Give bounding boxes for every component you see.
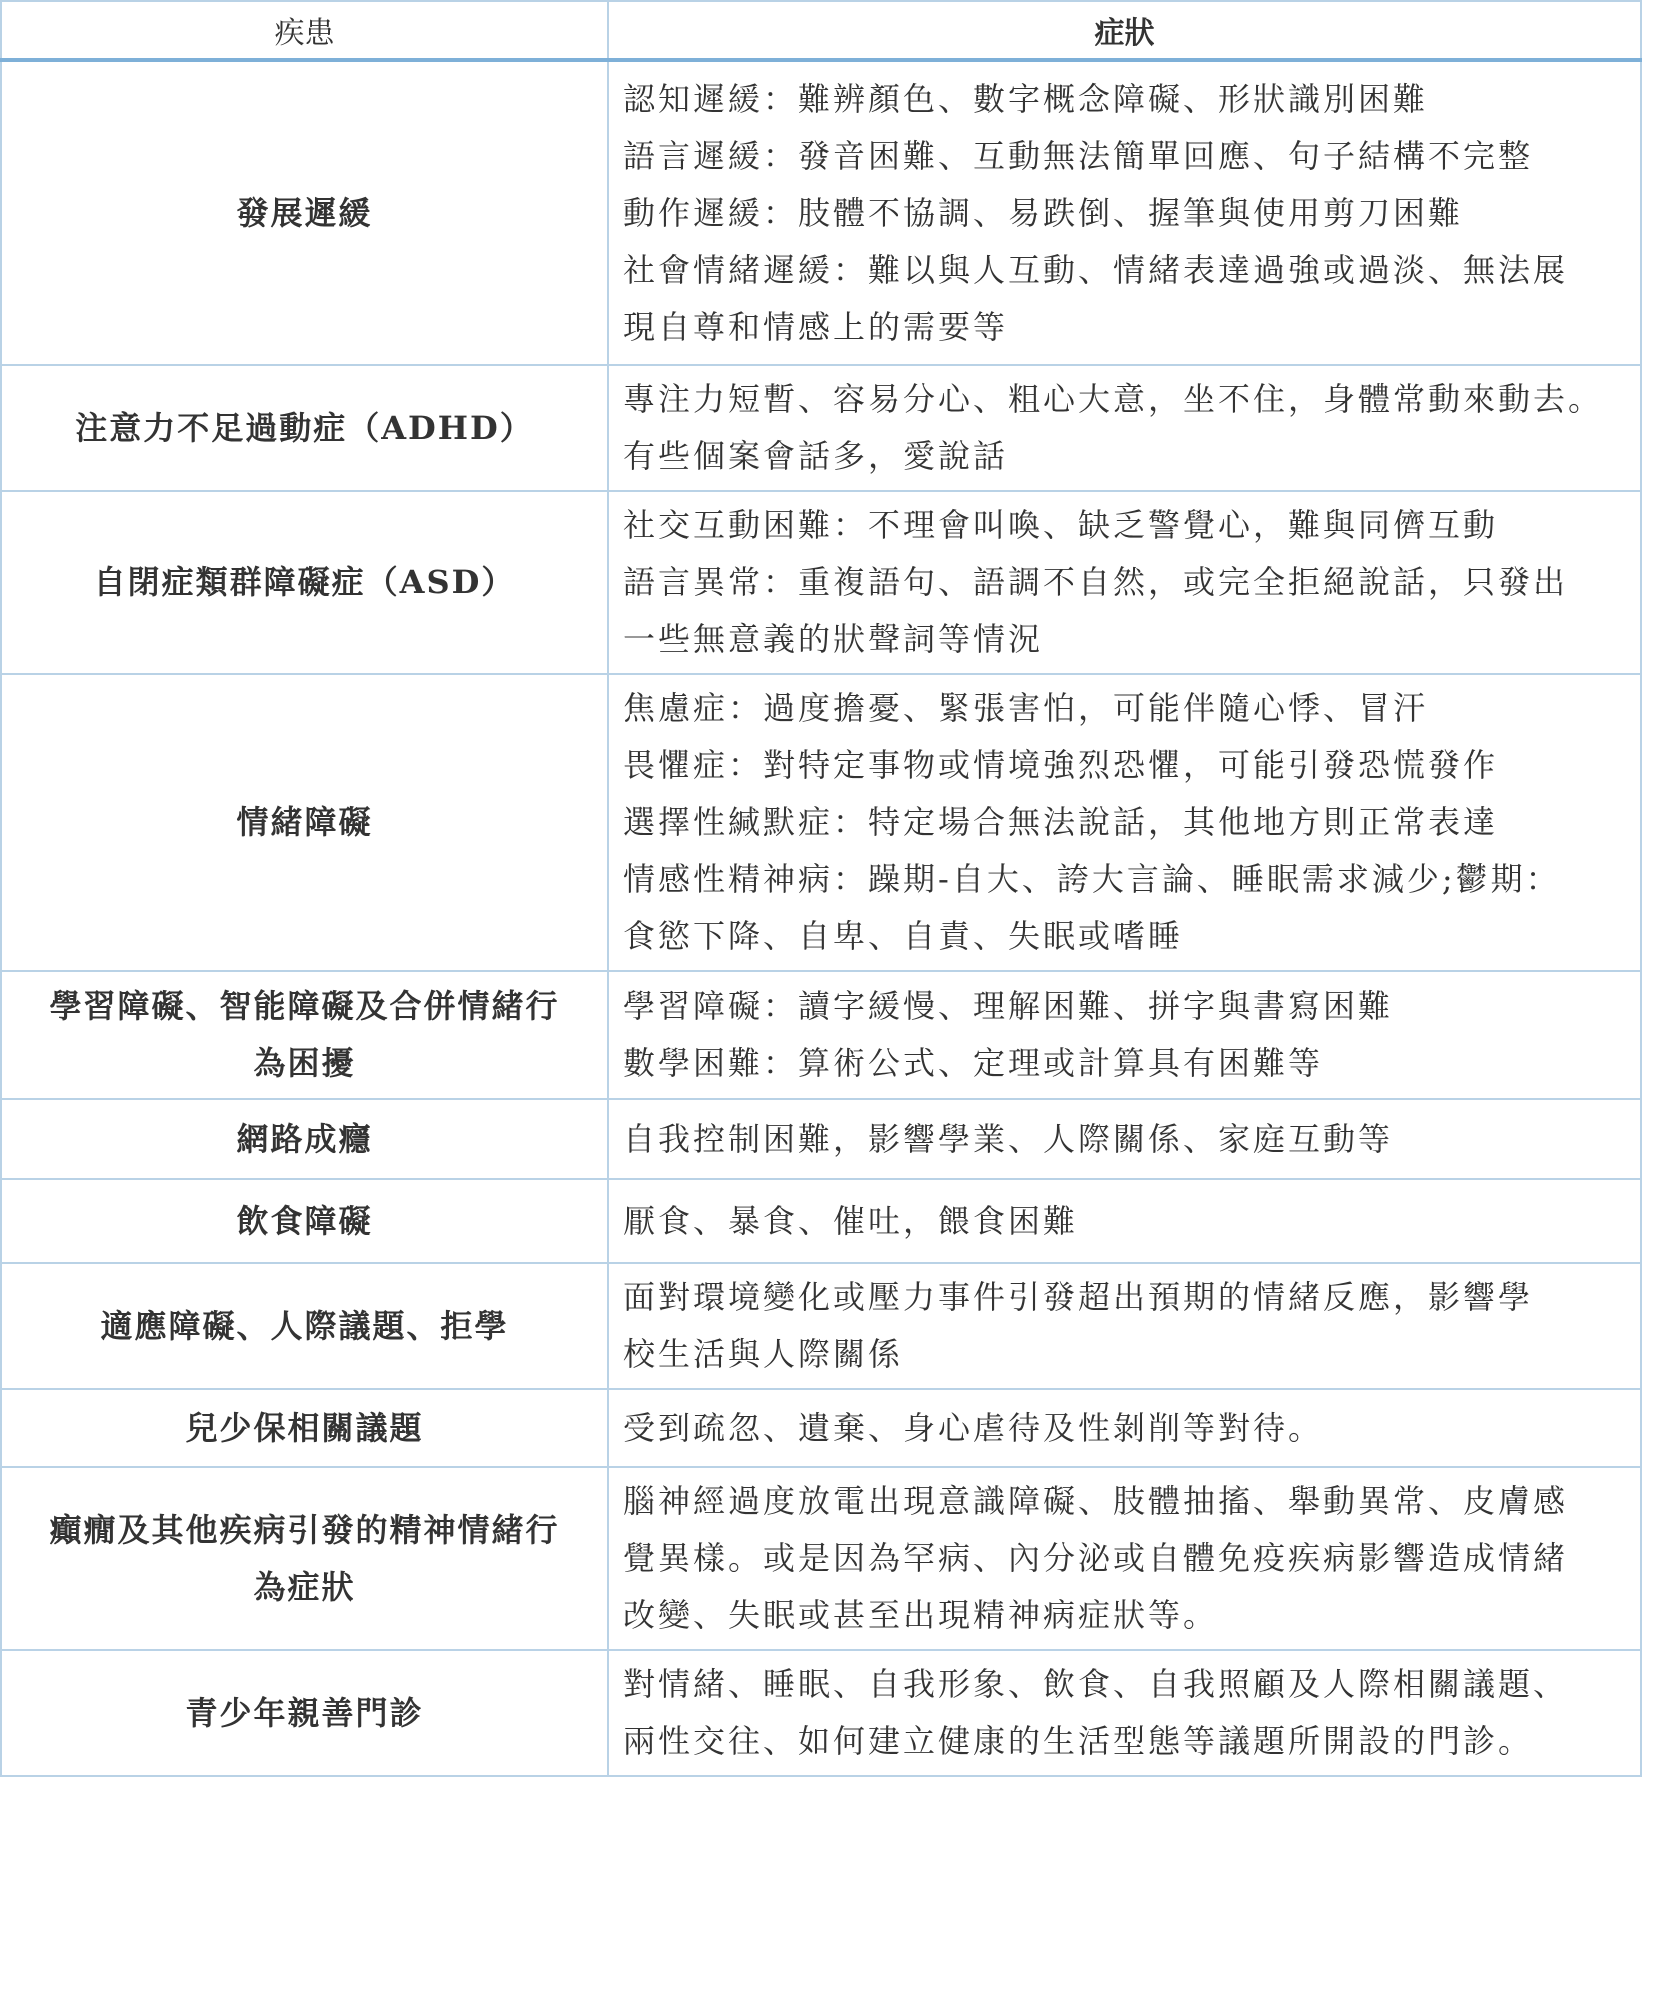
disease-name-line: 學習障礙、智能障礙及合併情緒行 (49, 987, 560, 1025)
disease-cell (1, 971, 608, 1099)
disease-cell (1, 1389, 608, 1467)
disease-name-line: 兒少保相關議題 (185, 1408, 424, 1447)
symptom-line: 對情緒、睡眠、自我形象、飲食、自我照顧及人際相關議題、 (623, 1665, 1569, 1703)
disease-cell (1, 1099, 608, 1179)
symptom-line: 覺異樣。或是因為罕病、內分泌或自體免疫疾病影響造成情緒 (623, 1539, 1569, 1577)
table-row (1, 1389, 1641, 1467)
disease-name-line: 自閉症類群障礙症（ASD） (93, 563, 516, 601)
disease-cell (1, 674, 608, 971)
symptom-line: 食慾下降、自卑、自責、失眠或嗜睡 (623, 917, 1184, 955)
symptoms-cell (608, 1263, 1641, 1389)
symptom-line: 學習障礙：讀字緩慢、理解困難、拼字與書寫困難 (623, 987, 1394, 1025)
disease-name-line: 為症狀 (253, 1567, 356, 1606)
symptoms-cell (608, 971, 1641, 1099)
disease-cell (1, 60, 608, 365)
table-row (1, 674, 1641, 971)
symptom-line: 社會情緒遲緩：難以與人互動、情緒表達過強或過淡、無法展 (623, 250, 1569, 289)
symptoms-cell (608, 1650, 1641, 1776)
symptom-line: 受到疏忽、遺棄、身心虐待及性剝削等對待。 (623, 1408, 1324, 1447)
symptoms-cell (608, 674, 1641, 971)
symptoms-cell (608, 60, 1641, 365)
symptom-line: 動作遲緩：肢體不協調、易跌倒、握筆與使用剪刀困難 (623, 193, 1464, 232)
symptoms-cell (608, 1099, 1641, 1179)
symptom-line: 厭食、暴食、催吐，餵食困難 (623, 1201, 1079, 1240)
table-row (1, 1263, 1641, 1389)
symptom-line: 兩性交往、如何建立健康的生活型態等議題所開設的門診。 (623, 1722, 1534, 1760)
symptom-line: 一些無意義的狀聲詞等情況 (623, 620, 1044, 658)
symptom-line: 社交互動困難：不理會叫喚、缺乏警覺心，難與同儕互動 (623, 506, 1499, 544)
disease-name-line: 發展遲緩 (236, 193, 373, 232)
symptom-line: 有些個案會話多，愛說話 (623, 437, 1009, 475)
symptoms-cell (608, 491, 1641, 674)
symptom-line: 焦慮症：過度擔憂、緊張害怕，可能伴隨心悸、冒汗 (623, 689, 1429, 727)
table-row (1, 60, 1641, 365)
symptom-line: 校生活與人際關係 (623, 1335, 904, 1373)
disease-cell (1, 1650, 608, 1776)
disease-name-line: 注意力不足過動症（ADHD） (75, 408, 534, 447)
disease-cell (1, 491, 608, 674)
symptoms-cell (608, 1179, 1641, 1263)
table-row (1, 1179, 1641, 1263)
symptoms-cell (608, 365, 1641, 491)
header-disease: 疾患 (1, 1, 608, 60)
symptom-line: 情感性精神病：躁期-自大、誇大言論、睡眠需求減少;鬱期： (623, 860, 1561, 898)
disease-name-line: 適應障礙、人際議題、拒學 (100, 1306, 509, 1345)
symptom-line: 語言遲緩：發音困難、互動無法簡單回應、句子結構不完整 (623, 136, 1534, 175)
symptom-line: 語言異常：重複語句、語調不自然，或完全拒絕說話，只發出 (623, 563, 1569, 601)
symptom-line: 認知遲緩：難辨顏色、數字概念障礙、形狀識別困難 (623, 79, 1429, 118)
disease-cell (1, 365, 608, 491)
table-row (1, 971, 1641, 1099)
symptom-line: 畏懼症：對特定事物或情境強烈恐懼，可能引發恐慌發作 (623, 746, 1499, 784)
table-row (1, 491, 1641, 674)
disease-cell (1, 1263, 608, 1389)
symptoms-cell (608, 1467, 1641, 1650)
table-row (1, 365, 1641, 491)
symptom-line: 腦神經過度放電出現意識障礙、肢體抽搐、舉動異常、皮膚感 (623, 1482, 1569, 1520)
disease-name-line: 網路成癮 (236, 1119, 373, 1158)
symptom-line: 現自尊和情感上的需要等 (623, 307, 1009, 346)
disease-cell (1, 1179, 608, 1263)
disease-name-line: 為困擾 (253, 1044, 356, 1082)
table-row (1, 1099, 1641, 1179)
symptom-line: 選擇性緘默症：特定場合無法說話，其他地方則正常表達 (623, 803, 1499, 841)
table-row (1, 1467, 1641, 1650)
disease-name-line: 青少年親善門診 (185, 1693, 424, 1732)
disease-name-line: 癲癇及其他疾病引發的精神情緒行 (49, 1510, 560, 1549)
symptom-line: 專注力短暫、容易分心、粗心大意，坐不住，身體常動來動去。 (623, 380, 1604, 418)
header-row (1, 1, 1641, 60)
table-row (1, 1650, 1641, 1776)
header-symptoms: 症狀 (608, 1, 1641, 60)
disease-name-line: 情緒障礙 (236, 803, 373, 841)
symptoms-cell (608, 1389, 1641, 1467)
disease-name-line: 飲食障礙 (236, 1201, 373, 1240)
symptom-line: 數學困難：算術公式、定理或計算具有困難等 (623, 1044, 1324, 1082)
disease-cell (1, 1467, 608, 1650)
symptom-line: 自我控制困難，影響學業、人際關係、家庭互動等 (623, 1119, 1394, 1158)
symptom-line: 改變、失眠或甚至出現精神病症狀等。 (623, 1596, 1219, 1634)
symptom-line: 面對環境變化或壓力事件引發超出預期的情緒反應，影響學 (623, 1278, 1534, 1316)
table-body (1, 60, 1641, 1776)
